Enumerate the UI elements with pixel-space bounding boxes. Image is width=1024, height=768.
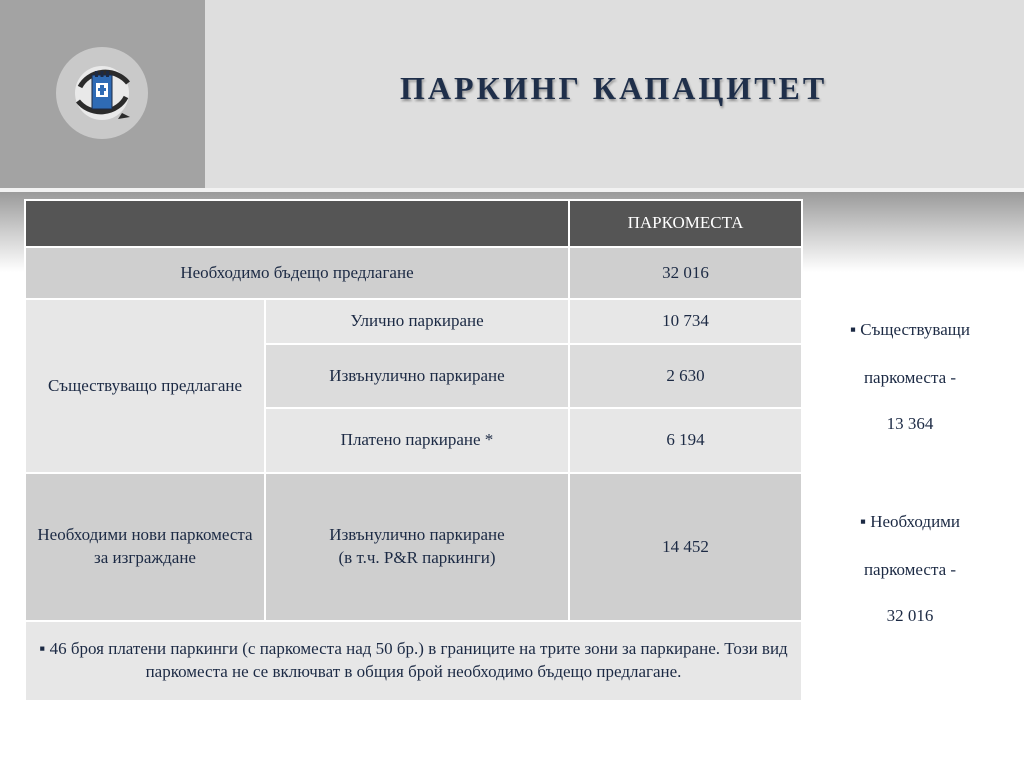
side-existing-value: 13 364 (886, 414, 934, 433)
side-existing-line1: ▪ Съществуващи (850, 320, 970, 339)
new-spaces-type (265, 473, 569, 621)
municipality-emblem-icon (56, 47, 148, 139)
future-demand-value: 32 016 (569, 247, 802, 299)
future-demand-label: Необходимо бъдещо предлагане (25, 247, 569, 299)
existing-supply-label: Съществуващо предлагане (25, 299, 265, 473)
side-needed-value: 32 016 (886, 606, 934, 625)
side-needed-line1: ▪ Необходими (859, 512, 961, 531)
side-needed-line2: паркоместа - (863, 560, 957, 579)
paid-parking-value: 6 194 (569, 408, 802, 473)
footnote: ▪ 46 броя платени паркинги (с паркоместа над 50 бр.) в границите на трите зони за паркиране. Този вид паркоместа не се включват в общия брой необходимо бъдещо предлагане. (25, 621, 802, 701)
table-row (25, 247, 802, 299)
side-existing-line2: паркоместа - (863, 368, 957, 387)
page-title: ПАРКИНГ КАПАЦИТЕТ (400, 70, 828, 106)
paid-parking-label: Платено паркиране * (265, 408, 569, 473)
new-spaces-label: Необходими нови паркоместа за изграждане (25, 473, 265, 621)
new-spaces-type-line2: (в т.ч. P&R паркинги) (338, 548, 496, 567)
new-spaces-value: 14 452 (569, 473, 802, 621)
street-parking-label: Улично паркиране (265, 299, 569, 344)
header-blank-cell (25, 200, 569, 247)
side-needed-summary (820, 512, 1000, 626)
side-existing-summary (820, 320, 1000, 434)
offstreet-parking-value: 2 630 (569, 344, 802, 408)
new-spaces-type-line1: Извънулично паркиране (329, 525, 505, 545)
street-parking-value: 10 734 (569, 299, 802, 344)
offstreet-parking-label: Извънулично паркиране (265, 344, 569, 408)
table-row (25, 299, 802, 344)
table-row (25, 621, 802, 701)
parking-capacity-table (24, 199, 803, 702)
header-column-cell: ПАРКОМЕСТА (569, 200, 802, 247)
table-row (25, 473, 802, 621)
table-header-row (25, 200, 802, 247)
